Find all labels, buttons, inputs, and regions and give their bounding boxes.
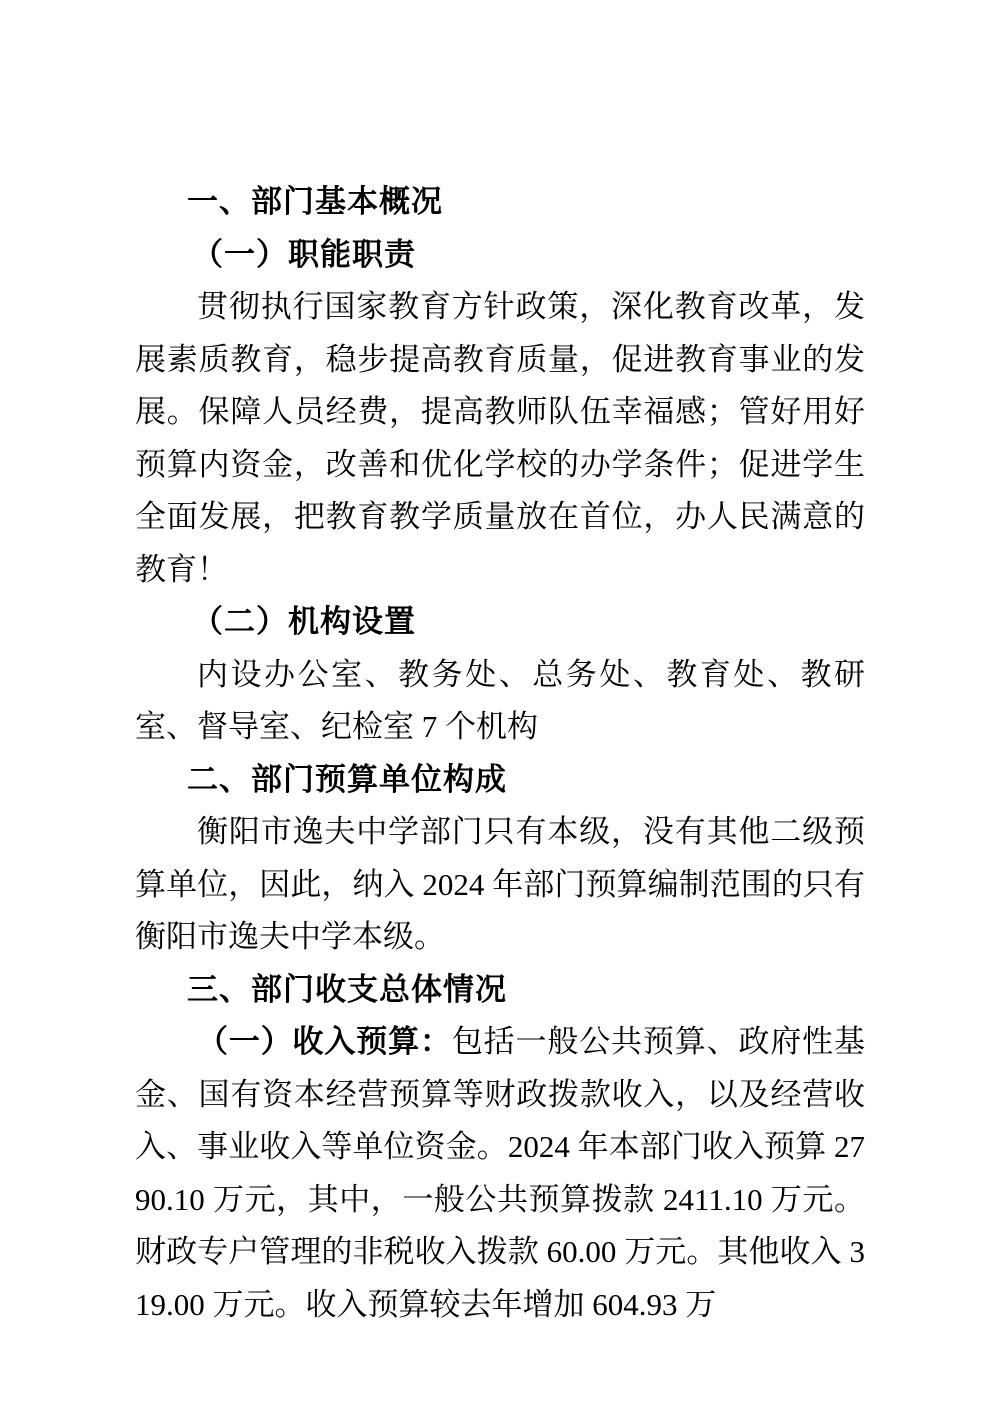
paragraph-revenue-budget [135,1016,865,1331]
paragraph-duties: 贯彻执行国家教育方针政策，深化教育改革，发展素质教育，稳步提高教育质量，促进教育事业的发展。保障人员经费，提高教师队伍幸福感；管好用好预算内资金，改善和优化学校的办学条件；促进学生全面发展，把教育教学质量放在首位，办人民满意的教育！ [135,289,865,587]
paragraph-organization: 内设办公室、教务处、总务处、教育处、教研室、督导室、纪检室 7 个机构 [135,656,865,744]
section-heading-2-budget-unit-composition: 二、部门预算单位构成 [187,761,507,797]
section-heading-1-basic-overview: 一、部门基本概况 [187,184,443,219]
revenue-budget-body-text: 包括一般公共预算、政府性基金、国有资本经营预算等财政拨款收入，以及经营收入、事业收入等单位资金。2024 年本部门收入预算 2790.10 万元，其中，一般公共预算拨款 2411.10 万元。财政专户管理的非税收入拨款 60.00 万元。其他收入 319.00 万元。收入预算较去年增加 604.93 万 [135,1024,866,1322]
revenue-budget-lead-label: （一）收入预算： [197,1024,452,1059]
document-content [135,176,865,1331]
subsection-heading-organization: （二）机构设置 [192,604,416,639]
subsection-heading-duties: （一）职能职责 [192,236,416,272]
section-heading-3-revenue-expenditure-overview: 三、部门收支总体情况 [187,971,507,1007]
paragraph-budget-unit-composition: 衡阳市逸夫中学部门只有本级，没有其他二级预算单位，因此，纳入 2024 年部门预算编制范围的只有衡阳市逸夫中学本级。 [135,814,865,954]
